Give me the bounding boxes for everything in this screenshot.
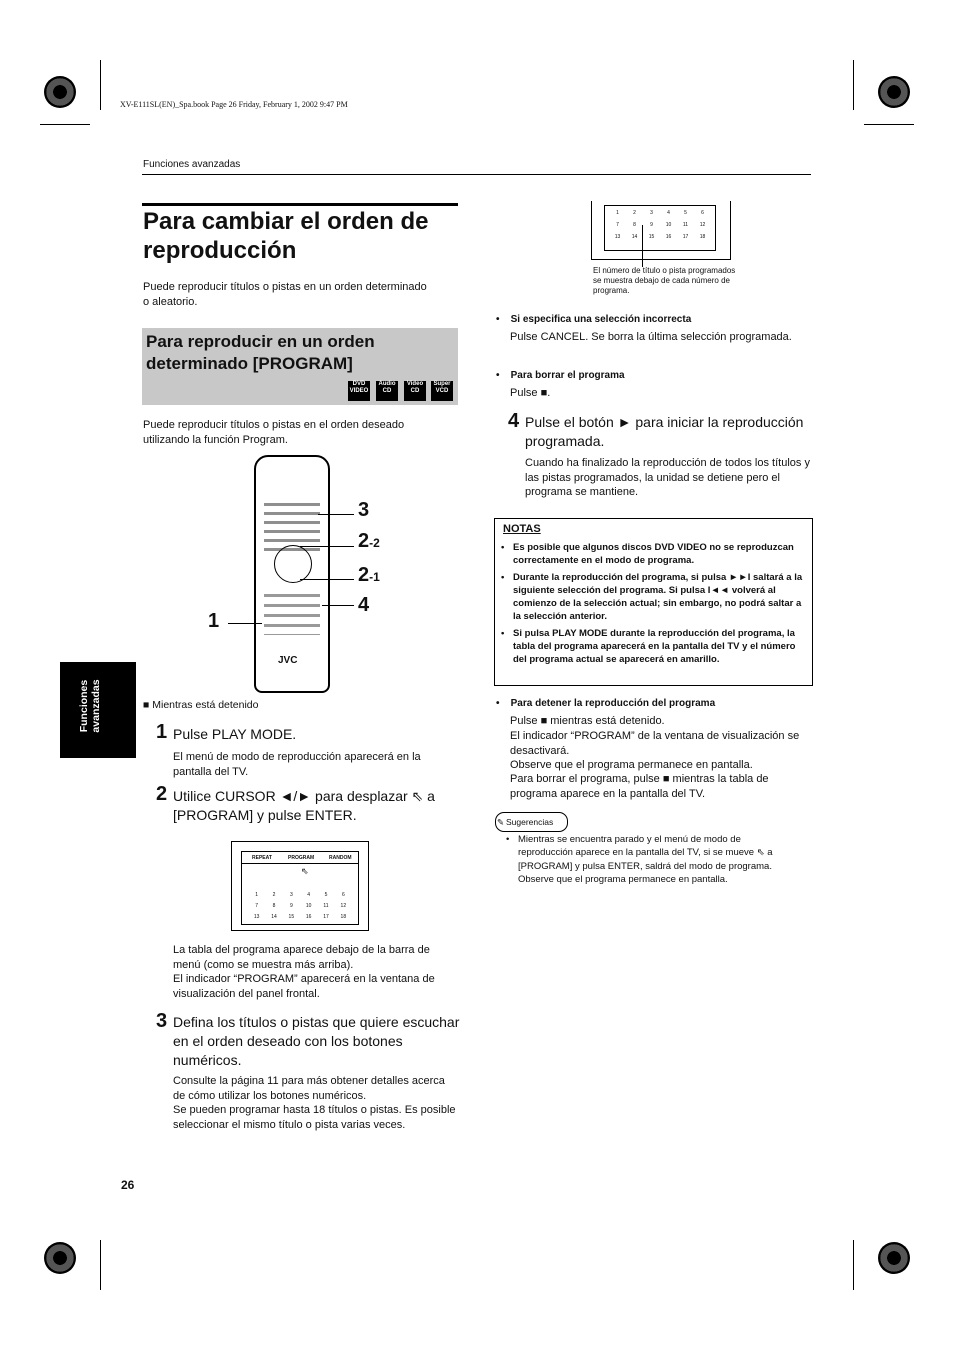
callout-4: 4	[358, 594, 370, 616]
bullet-3-text-4: Para borrar el programa, pulse ■ mientras la tabla de programa aparece en la pantalla del TV.	[510, 773, 769, 800]
notes-box	[494, 518, 813, 686]
intro-text: Puede reproducir títulos o pistas en un orden determinado o aleatorio.	[143, 281, 427, 308]
badge-super-vcd: Super VCD	[431, 381, 453, 401]
running-head: Funciones avanzadas	[143, 159, 241, 170]
bullet-2-title: • Para borrar el programa	[496, 370, 625, 381]
section-intro: Puede reproducir títulos o pistas en el orden deseado utilizando la función Program.	[143, 419, 405, 446]
bullet-1-text: Pulse CANCEL. Se borra la última selección programada.	[510, 331, 792, 343]
cursor-pointer-icon: ⇖	[301, 866, 309, 876]
program-menu-screen	[231, 841, 369, 931]
crop-line	[40, 124, 90, 125]
callout-2-1: 2-1	[358, 564, 380, 586]
transport-buttons	[264, 587, 320, 635]
callout-line	[318, 514, 354, 515]
step-2-title: Utilice CURSOR ◄/► para desplazar ⇖ a [PROGRAM] y pulse ENTER.	[173, 788, 435, 823]
step-1-text: El menú de modo de reproducción aparecerá en la pantalla del TV.	[173, 751, 421, 778]
registration-mark-bottom-right	[878, 1242, 910, 1274]
page-title: Para cambiar el orden de reproducción	[143, 208, 429, 264]
tips-text: • Mientras se encuentra parado y el menú de modo de reproducción aparece en la pantalla del TV, si se mueve ⇖ a [PROGRAM] y pulsa ENTER, saldrá del modo de programa. Observe que el programa permanece en pantalla.	[506, 834, 773, 885]
step-3-text-2: Se pueden programar hasta 18 títulos o pistas. Es posible seleccionar el mismo título o pista varias veces.	[173, 1104, 456, 1131]
step-3-title: Defina los títulos o pistas que quiere escuchar en el orden deseado con los botones numéricos.	[173, 1014, 460, 1068]
step-4-number: 4	[508, 410, 520, 432]
bullet-1-title: • Si especifica una selección incorrecta	[496, 314, 692, 325]
while-stopped: ■ Mientras está detenido	[143, 699, 259, 711]
registration-mark-bottom-left	[44, 1242, 76, 1274]
crop-line	[100, 1240, 101, 1290]
step-2-number: 2	[156, 783, 168, 805]
step-3-text-1: Consulte la página 11 para más obtener detalles acerca de cómo utilizar los botones numéricos.	[173, 1075, 445, 1102]
title-rule	[142, 203, 458, 206]
menu-random: RANDOM	[329, 855, 352, 861]
section-title: Para reproducir en un orden determinado [PROGRAM]	[146, 332, 375, 373]
registration-mark-top-right	[878, 76, 910, 108]
callout-line	[228, 623, 262, 624]
note-item: • Si pulsa PLAY MODE durante la reproducción del programa, la tabla del programa aparecerá en la pantalla del TV y el número del programa actual se aparecerá en amarillo.	[501, 628, 796, 665]
remote-brand: JVC	[278, 655, 298, 666]
callout-1: 1	[208, 610, 220, 632]
note-item: • Es posible que algunos discos DVD VIDEO no se reproduzcan correctamente en el modo de programa.	[501, 542, 794, 566]
cursor-ring	[274, 545, 312, 583]
crop-header: XV-E111SL(EN)_Spa.book Page 26 Friday, February 1, 2002 9:47 PM	[120, 100, 348, 109]
callout-3: 3	[358, 499, 370, 521]
menu-program-table: 1 2 3 4 5 6 7 8 9 10 11 12 13 14 15 16 17 18	[253, 892, 347, 920]
step-4-title: Pulse el botón ► para iniciar la reproducción programada.	[525, 414, 804, 449]
tips-label: ✎ Sugerencias	[495, 812, 568, 832]
bullet-3-title: • Para detener la reproducción del programa	[496, 698, 716, 709]
note-item: • Durante la reproducción del programa, si pulsa ►►I saltará a la siguiente selección del programa. Si pulsa I◄◄ volverá al comienzo de la selección actual; sin embargo, no podrá saltar a la selección anterior.	[501, 572, 803, 622]
header-rule	[142, 174, 811, 175]
badge-dvd-video: DVD VIDEO	[348, 381, 370, 401]
program-table-screen	[591, 201, 731, 260]
crop-line	[864, 124, 914, 125]
step-4-text: Cuando ha finalizado la reproducción de todos los títulos y las pistas programados, la unidad se detiene pero el programa se mantiene.	[525, 457, 810, 498]
crop-line	[853, 1240, 854, 1290]
registration-mark-top-left	[44, 76, 76, 108]
crop-line	[853, 60, 854, 110]
remote-control	[254, 455, 330, 693]
callout-line	[300, 579, 354, 580]
callout-line	[300, 546, 354, 547]
page-number: 26	[121, 1178, 135, 1192]
step-3-number: 3	[156, 1010, 168, 1032]
top-program-table: 1 2 3 4 5 6 7 8 9 10 11 12 13 14 15 16 17 18	[614, 210, 706, 240]
step-2-text-2: El indicador “PROGRAM” aparecerá en la ventana de visualización del panel frontal.	[173, 973, 435, 1000]
badge-audio-cd: Audio CD	[376, 381, 398, 401]
step-1-title: Pulse PLAY MODE.	[173, 726, 297, 742]
bullet-3-text-1: Pulse ■ mientras está detenido.	[510, 715, 665, 727]
callout-2-2: 2-2	[358, 530, 380, 552]
callout-line	[322, 605, 354, 606]
menu-program: PROGRAM	[288, 855, 315, 861]
caption-pointer	[642, 225, 643, 267]
bullet-3-text-3: Observe que el programa permanece en pantalla.	[510, 759, 753, 771]
top-screen-caption: El número de título o pista programados se muestra debajo de cada número de programa.	[593, 266, 736, 295]
notes-heading: NOTAS	[503, 523, 541, 535]
step-2-text-1: La tabla del programa aparece debajo de la barra de menú (como se muestra más arriba).	[173, 944, 430, 971]
menu-repeat: REPEAT	[252, 855, 272, 861]
bullet-2-text: Pulse ■.	[510, 387, 551, 399]
step-1-number: 1	[156, 721, 168, 743]
crop-line	[100, 60, 101, 110]
bullet-3-text-2: El indicador “PROGRAM” de la ventana de visualización se desactivará.	[510, 730, 800, 757]
lightbulb-icon: ✎	[497, 817, 505, 827]
side-tab: Funciones avanzadas	[60, 662, 136, 758]
badge-video-cd: Video CD	[404, 381, 426, 401]
